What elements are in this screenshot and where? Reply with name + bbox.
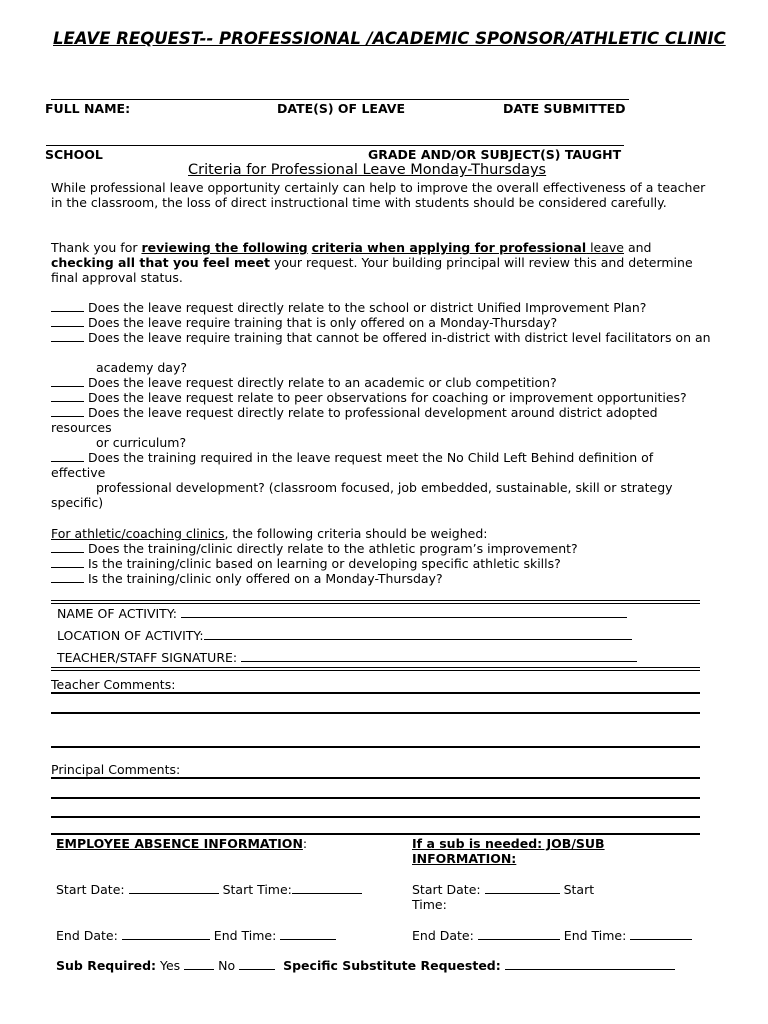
sub-required-row: Sub Required: Yes No Specific Substitute Requested:: [56, 958, 675, 973]
comment-line[interactable]: [51, 797, 700, 799]
page-title: LEAVE REQUEST-- PROFESSIONAL /ACADEMIC SPONSOR/ATHLETIC CLINIC: [53, 29, 726, 48]
dates-of-leave-label: DATE(S) OF LEAVE: [277, 101, 405, 116]
principal-comments-label: Principal Comments:: [51, 762, 181, 777]
grade-subject-label: GRADE AND/OR SUBJECT(S) TAUGHT: [368, 147, 622, 162]
athletic-question-1: Does the training/clinic directly relate to the athletic program’s improvement?: [51, 541, 578, 556]
sub-end-fields: End Date: End Time:: [412, 928, 692, 943]
check-blank[interactable]: [51, 391, 84, 402]
activity-location-field: LOCATION OF ACTIVITY:: [57, 628, 632, 643]
check-blank[interactable]: [51, 376, 84, 387]
question-6-cont: or curriculum?: [96, 435, 187, 450]
end-fields: End Date: End Time:: [56, 928, 336, 943]
divider: [51, 667, 700, 668]
sub-heading: If a sub is needed: JOB/SUB INFORMATION:: [412, 836, 605, 866]
check-blank[interactable]: [51, 451, 84, 462]
sub-end-time-blank[interactable]: [630, 929, 692, 940]
sub-start-date-blank[interactable]: [485, 883, 560, 894]
comment-line[interactable]: [51, 816, 700, 818]
sub-start-fields: Start Date: Start Time:: [412, 882, 595, 912]
divider: [51, 603, 700, 604]
absence-heading: EMPLOYEE ABSENCE INFORMATION:: [56, 836, 308, 851]
question-5: Does the leave request relate to peer observations for coaching or improvement opportunities?: [51, 390, 687, 405]
athletic-question-2: Is the training/clinic based on learning or developing specific athletic skills?: [51, 556, 561, 571]
comment-line[interactable]: [51, 777, 700, 779]
no-blank[interactable]: [239, 959, 275, 970]
question-7-cont: professional development? (classroom focused, job embedded, sustainable, skill or strategy specific): [51, 480, 673, 510]
date-submitted-label: DATE SUBMITTED: [503, 101, 626, 116]
activity-name-blank[interactable]: [181, 607, 627, 618]
specific-sub-blank[interactable]: [505, 959, 675, 970]
start-time-blank[interactable]: [292, 883, 362, 894]
sub-end-date-blank[interactable]: [478, 929, 560, 940]
start-fields: Start Date: Start Time:: [56, 882, 376, 897]
check-blank[interactable]: [51, 316, 84, 327]
comment-line[interactable]: [51, 746, 700, 748]
intro-paragraph: While professional leave opportunity certainly can help to improve the overall effectiveness of a teacher in the classroom, the loss of direct instructional time with students should be considered carefully.: [51, 180, 706, 210]
question-1: Does the leave request directly relate to the school or district Unified Improvement Plan?: [51, 300, 646, 315]
end-date-blank[interactable]: [122, 929, 210, 940]
teacher-comments-label: Teacher Comments:: [51, 677, 176, 692]
full-name-label: FULL NAME:: [45, 101, 131, 116]
signature-blank[interactable]: [241, 651, 637, 662]
signature-field: TEACHER/STAFF SIGNATURE:: [57, 650, 637, 665]
question-3-cont: academy day?: [96, 360, 187, 375]
criteria-heading: Criteria for Professional Leave Monday-Thursdays: [188, 162, 547, 178]
comment-line: [51, 833, 700, 835]
check-blank[interactable]: [51, 301, 84, 312]
yes-blank[interactable]: [184, 959, 214, 970]
end-time-blank[interactable]: [280, 929, 336, 940]
check-blank[interactable]: [51, 406, 84, 417]
question-4: Does the leave request directly relate to an academic or club competition?: [51, 375, 557, 390]
comment-line[interactable]: [51, 692, 700, 694]
check-blank[interactable]: [51, 572, 84, 583]
divider: [51, 600, 700, 601]
athletic-question-3: Is the training/clinic only offered on a Monday-Thursday?: [51, 571, 443, 586]
question-6: Does the leave request directly relate to professional development around district adopted resources: [51, 405, 658, 435]
question-3: Does the leave require training that cannot be offered in-district with district level facilitators on an: [51, 330, 711, 345]
school-line: [46, 145, 624, 146]
activity-location-blank[interactable]: [204, 629, 632, 640]
question-7: Does the training required in the leave request meet the No Child Left Behind definition of effective: [51, 450, 654, 480]
athletic-intro: For athletic/coaching clinics, the following criteria should be weighed:: [51, 526, 488, 541]
start-date-blank[interactable]: [129, 883, 219, 894]
check-blank[interactable]: [51, 557, 84, 568]
question-2: Does the leave require training that is only offered on a Monday-Thursday?: [51, 315, 557, 330]
school-label: SCHOOL: [45, 147, 103, 162]
name-line: [51, 99, 629, 100]
check-blank[interactable]: [51, 542, 84, 553]
check-blank[interactable]: [51, 331, 84, 342]
comment-line[interactable]: [51, 712, 700, 714]
divider: [51, 670, 700, 671]
activity-name-field: NAME OF ACTIVITY:: [57, 606, 627, 621]
thanks-paragraph: Thank you for reviewing the following criteria when applying for professional leave and checking all that you feel meet your request. Your building principal will review this and determine final approval status.: [51, 240, 693, 285]
